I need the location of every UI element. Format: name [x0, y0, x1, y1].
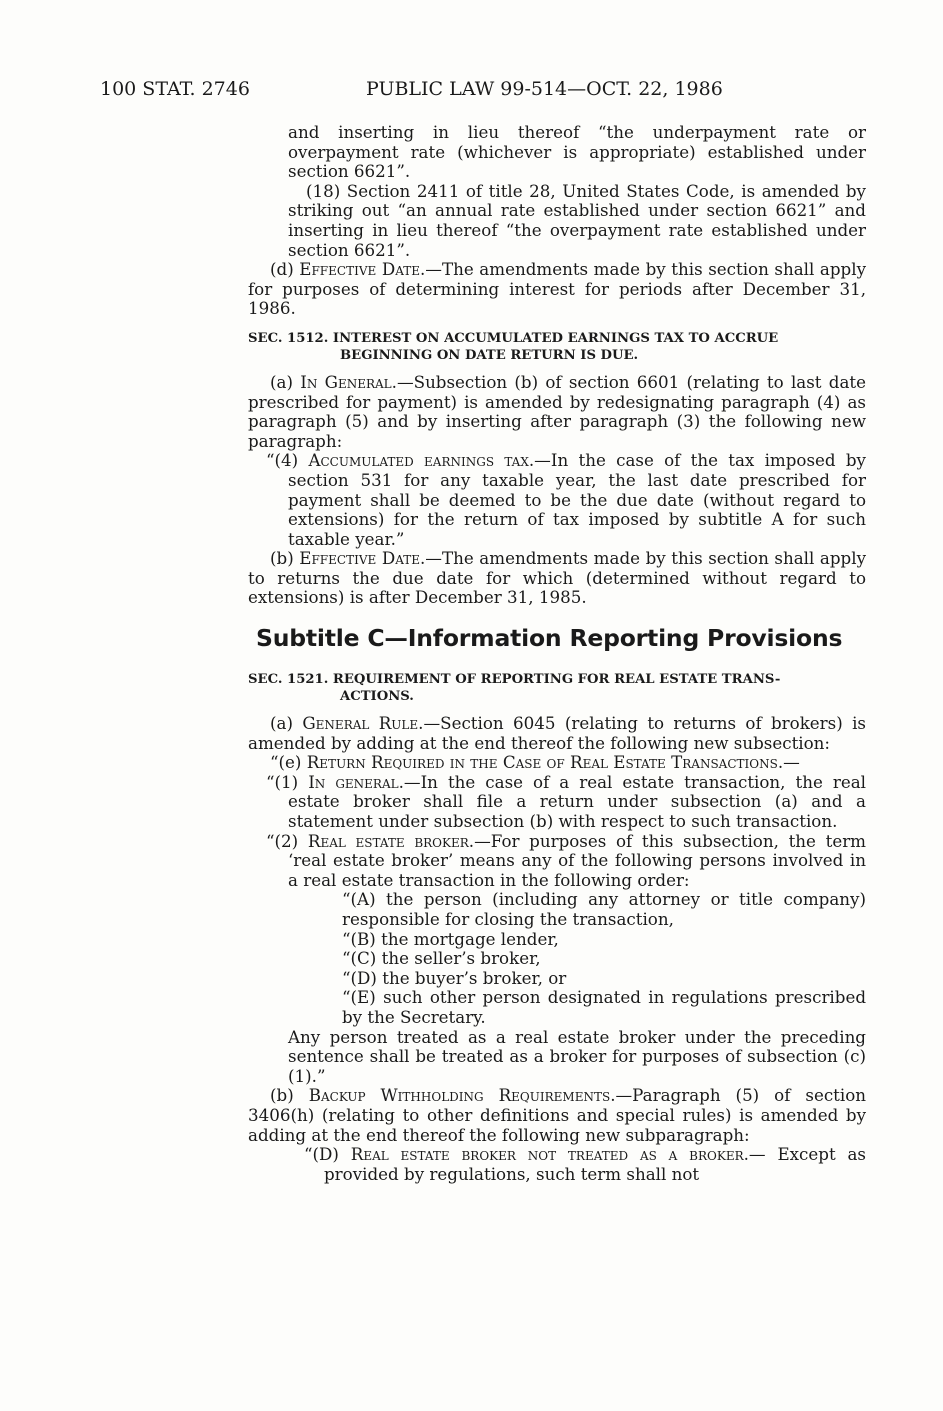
section-heading: SEC. 1512. INTEREST ON ACCUMULATED EARNINGS TAX TO ACCRUE BEGINNING ON DATE RETURN IS DUE.: [248, 330, 779, 363]
section-heading: SEC. 1521. REQUIREMENT OF REPORTING FOR REAL ESTATE TRANS- ACTIONS.: [248, 672, 781, 705]
list-item: “(C) the seller’s broker,: [342, 948, 541, 969]
paragraph: (18) Section 2411 of title 28, United States Code, is amended by striking out “an annual rate established under section 6621” and inserting in lieu thereof “the overpayment rate established under section 6621”.: [288, 180, 866, 260]
page-header: [100, 78, 863, 108]
list-item: “(D) the buyer’s broker, or: [342, 967, 567, 988]
public-law-heading: PUBLIC LAW 99-514—OCT. 22, 1986: [366, 78, 723, 100]
paragraph: Any person treated as a real estate broker under the preceding sentence shall be treated as a broker for purposes of subsection (c)(1).”: [288, 1026, 866, 1086]
paragraph: “(e) Return Required in the Case of Real Estate Transactions.—: [270, 752, 800, 773]
paragraph: (d) Effective Date.—The amendments made by this section shall apply for purposes of determining interest for periods after December 31, 1986.: [248, 259, 867, 319]
document-body: [248, 123, 866, 1184]
paragraph: (b) Backup Withholding Requirements.—Paragraph (5) of section 3406(h) (relating to other definitions and special rules) is amended by adding at the end thereof the following new subparagraph:: [248, 1085, 867, 1145]
paragraph: (a) General Rule.—Section 6045 (relating to returns of brokers) is amended by adding at the end thereof the following new subsection:: [248, 713, 866, 753]
list-item: “(A) the person (including any attorney or title company) responsible for closing the transaction,: [342, 889, 866, 929]
list-item: “(E) such other person designated in regulations prescribed by the Secretary.: [342, 987, 866, 1027]
stat-page-number: 100 STAT. 2746: [100, 78, 250, 100]
subtitle-heading: Subtitle C—Information Reporting Provisions: [256, 624, 843, 653]
paragraph: “(4) Accumulated earnings tax.—In the case of the tax imposed by section 531 for any taxable year, the last date prescribed for payment shall be deemed to be the due date (without regard to extensions) for the return of tax imposed by subtitle A for such taxable year.”: [266, 450, 866, 549]
paragraph: (b) Effective Date.—The amendments made by this section shall apply to returns the due date for which (determined without regard to extensions) is after December 31, 1985.: [248, 548, 867, 608]
list-item: “(B) the mortgage lender,: [342, 928, 559, 949]
paragraph: “(D) Real estate broker not treated as a broker.— Except as provided by regulations, such term shall not: [304, 1144, 866, 1184]
paragraph: (a) In General.—Subsection (b) of section 6601 (relating to last date prescribed for payment) is amended by redesignating paragraph (4) as paragraph (5) and by inserting after paragraph (3) the following new paragraph:: [248, 371, 866, 451]
paragraph: and inserting in lieu thereof “the underpayment rate or overpayment rate (whichever is appropriate) established under section 6621”.: [288, 122, 866, 182]
paragraph: “(1) In general.—In the case of a real estate transaction, the real estate broker shall file a return under subsection (a) and a statement under subsection (b) with respect to such transaction.: [266, 771, 866, 832]
paragraph: “(2) Real estate broker.—For purposes of this subsection, the term ‘real estate broker’ means any of the following persons involved in a real estate transaction in the following order:: [266, 830, 866, 890]
